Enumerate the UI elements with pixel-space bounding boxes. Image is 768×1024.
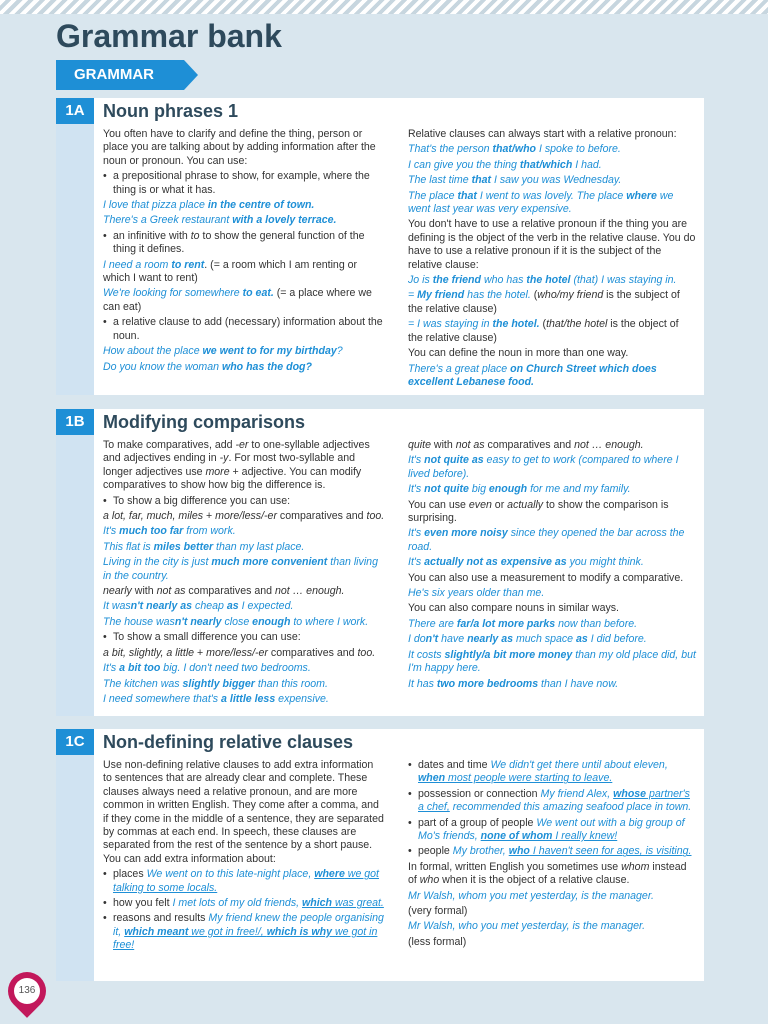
section-number-badge: 1B: [56, 409, 94, 435]
example-line: It has two more bedrooms than I have now.: [408, 677, 619, 690]
section-heading: Noun phrases 1: [103, 101, 239, 121]
section-sidebar: [56, 409, 94, 716]
grammar-tab-label: GRAMMAR: [56, 60, 184, 90]
register-note: (very formal): [408, 905, 468, 918]
bullet-item: • people My brother, who I haven't seen for ages, is visiting.: [408, 845, 696, 858]
example-line: There's a great place on Church Street which does excellent Lebanese food.: [408, 362, 657, 388]
example-line: The house wasn't nearly close enough to where I work.: [103, 615, 369, 628]
page-number: 136: [14, 978, 40, 1004]
paragraph: In formal, written English you sometimes use whom instead of who when it is the object of a relative clause.: [408, 860, 687, 887]
section-number-badge: 1A: [56, 98, 94, 124]
bullet-item: • part of a group of people We went out with a big group of Mo's friends, none of whom I really knew!: [408, 817, 696, 844]
paragraph: You don't have to use a relative pronoun if the thing you are defining is the object of the verb in the relative clause. You do have to use a relative pronoun if it is the subject of the relative clause:: [408, 218, 696, 271]
example-line: Do you know the woman who has the dog?: [103, 360, 312, 373]
example-line: This flat is miles better than my last place.: [103, 540, 305, 553]
paragraph: quite with not as comparatives and not … enough.: [408, 439, 644, 451]
example-line: Jo is the friend who has the hotel (that) I was staying in.: [408, 274, 677, 287]
paragraph: You often have to clarify and define the thing, person or place you are talking about by adding information after the noun or pronoun. You can use:: [103, 128, 376, 167]
left-column: [103, 128, 385, 376]
example-line: It's not quite as easy to get to work (compared to where I lived before).: [408, 454, 679, 480]
bullet-item: • a relative clause to add (necessary) information about the noun.: [103, 316, 385, 343]
example-line: That's the person that/who I spoke to before.: [408, 143, 621, 156]
bullet-item: • possession or connection My friend Alex, whose partner's a chef, recommended this amazing seafood place in town.: [408, 788, 696, 815]
example-line: Living in the city is just much more convenient than living in the country.: [103, 556, 378, 582]
example-line: I love that pizza place in the centre of town.: [103, 199, 315, 212]
section-1a: [56, 98, 704, 395]
bullet-item: • To show a big difference you can use:: [103, 495, 385, 508]
example-line: It's even more noisy since they opened the bar across the road.: [408, 527, 685, 553]
section-sidebar: [56, 98, 94, 395]
example-line: I don't have nearly as much space as I did before.: [408, 633, 647, 646]
example-line: It's not quite big enough for me and my family.: [408, 483, 631, 496]
example-line: It costs slightly/a bit more money than my old place did, but I'm happy here.: [408, 648, 696, 675]
section-heading: Modifying comparisons: [103, 412, 306, 432]
left-column: [103, 439, 385, 708]
section-number-badge: 1C: [56, 729, 94, 755]
example-line: It's much too far from work.: [103, 525, 236, 538]
bullet-item: • places We went on to this late-night place, where we got talking to some locals.: [103, 868, 385, 895]
bullet-item: • an infinitive with to to show the general function of the thing it defines.: [103, 230, 385, 257]
paragraph: You can also compare nouns in similar ways.: [408, 602, 620, 615]
example-line: There are far/a lot more parks now than before.: [408, 617, 638, 630]
example-line: There's a Greek restaurant with a lovely terrace.: [103, 214, 337, 227]
page-number-badge: [8, 972, 46, 1010]
example-line: The kitchen was slightly bigger than this room.: [103, 677, 328, 690]
right-column: [408, 439, 696, 693]
example-line: We're looking for somewhere to eat. (= a place where we can eat): [103, 287, 372, 313]
paragraph: a bit, slightly, a little + more/less/-er comparatives and too.: [103, 646, 376, 659]
example-line: = I was staying in the hotel. (that/the hotel is the object of the relative clause): [408, 318, 679, 344]
page-title: Grammar bank: [56, 18, 282, 54]
example-line: I can give you the thing that/which I had.: [408, 158, 602, 171]
paragraph: You can define the noun in more than one way.: [408, 347, 629, 360]
example-line: The place that I went to was lovely. The place where we went last year was very expensive.: [408, 189, 674, 216]
paragraph: To make comparatives, add -er to one-syllable adjectives and adjectives ending in -y. For most two-syllable and longer adjectives use more + adjective. You can modify comparatives to show how big the difference is.: [103, 439, 370, 492]
example-line: Mr Walsh, whom you met yesterday, is the manager.: [408, 889, 654, 902]
top-stripe-border: [0, 0, 768, 14]
example-line: The last time that I saw you was Wednesday.: [408, 174, 622, 187]
section-1c: [56, 729, 704, 981]
paragraph: You can use even or actually to show the comparison is surprising.: [408, 498, 669, 525]
bullet-item: • how you felt I met lots of my old friends, which was great.: [103, 897, 385, 910]
example-line: I need a room to rent. (= a room which I am renting or which I want to rent): [103, 258, 358, 285]
paragraph: Use non-defining relative clauses to add extra information to sentences that are already clear and complete. These clauses always need a relative pronoun, and are more common in written English. They come after a comma, and if they come in the middle of a sentence, they are separated by commas at each end. In speech, these clauses are separated from the rest of the sentence by a short pause. You can add extra information about:: [103, 759, 384, 865]
bullet-item: • dates and time We didn't get there until about eleven, when most people were starting to leave.: [408, 759, 696, 786]
example-line: Mr Walsh, who you met yesterday, is the manager.: [408, 920, 646, 933]
example-line: I need somewhere that's a little less expensive.: [103, 692, 329, 705]
paragraph: nearly with not as comparatives and not … enough.: [103, 585, 345, 598]
example-line: He's six years older than me.: [408, 587, 545, 600]
example-line: It wasn't nearly as cheap as I expected.: [103, 600, 294, 613]
bullet-item: • To show a small difference you can use:: [103, 631, 385, 644]
right-column: [408, 128, 696, 391]
section-1b: [56, 409, 704, 716]
right-column: [408, 759, 696, 951]
paragraph: You can also use a measurement to modify a comparative.: [408, 571, 684, 584]
left-column: [103, 759, 385, 955]
section-heading: Non-defining relative clauses: [103, 732, 354, 752]
example-line: How about the place we went to for my birthday?: [103, 345, 343, 358]
bullet-item: • a prepositional phrase to show, for example, where the thing is or what it has.: [103, 170, 385, 197]
paragraph: Relative clauses can always start with a relative pronoun:: [408, 128, 677, 140]
section-sidebar: [56, 729, 94, 981]
register-note: (less formal): [408, 935, 467, 948]
example-line: = My friend has the hotel. (who/my friend is the subject of the relative clause): [408, 289, 680, 315]
paragraph: a lot, far, much, miles + more/less/-er comparatives and too.: [103, 510, 385, 523]
example-line: It's actually not as expensive as you might think.: [408, 556, 644, 569]
bullet-item: • reasons and results My friend knew the people organising it, which meant we got in free!/, which is why we got in free!: [103, 912, 385, 952]
example-line: It's a bit too big. I don't need two bedrooms.: [103, 662, 311, 675]
